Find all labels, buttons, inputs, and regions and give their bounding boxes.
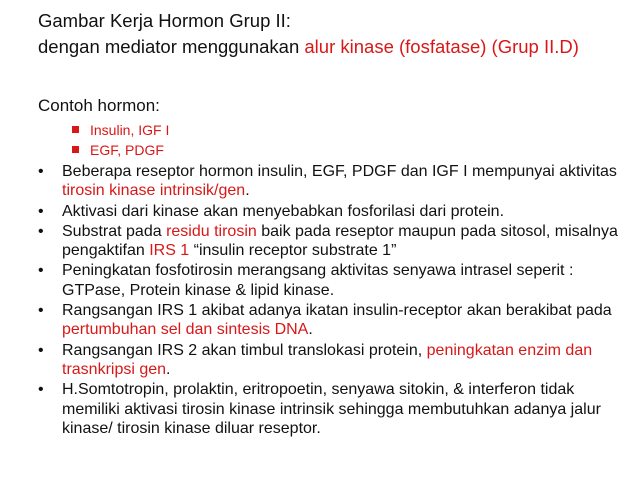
bullet-text: baik pada reseptor maupun pada sitosol, misalnya pengaktifan	[62, 222, 618, 260]
bullet-text: “insulin receptor substrate 1”	[189, 242, 397, 260]
title-highlight: alur kinase (fosfatase) (Grup II.D)	[304, 36, 579, 57]
highlight-text: pertumbuhan sel dan sintesis DNA	[62, 321, 309, 339]
bullet-item	[38, 222, 630, 261]
bullet-text: Peningkatan fosfotirosin merangsang aktivitas senyawa intrasel seperit : GTPase, Protein kinase & lipid kinase.	[62, 262, 574, 299]
bullet-dot-icon: •	[38, 302, 44, 320]
sub-list-text: EGF, PDGF	[90, 142, 164, 158]
bullet-item	[38, 202, 630, 221]
bullet-item	[38, 261, 630, 300]
sub-list-item	[38, 140, 630, 160]
bullet-text: Aktivasi dari kinase akan menyebabkan fosforilasi dari protein.	[62, 202, 505, 220]
slide-title	[38, 8, 608, 60]
bullet-text: .	[308, 321, 313, 339]
bullet-item	[38, 301, 630, 340]
bullet-text: H.Somtotropin, prolaktin, eritropoetin, senyawa sitokin, & interferon tidak memiliki aktivasi tirosin kinase intrinsik sehingga membutuhkan adanya jalur kinase/ tirosin kinase diluar reseptor.	[62, 381, 601, 437]
sub-list-text: Insulin, IGF I	[90, 122, 170, 138]
bullet-item	[38, 380, 630, 438]
bullet-text: .	[166, 360, 171, 378]
bullet-dot-icon: •	[38, 381, 44, 399]
bullet-dot-icon: •	[38, 262, 44, 280]
square-bullet-icon	[72, 146, 79, 153]
highlight-text: residu tirosin	[166, 222, 257, 240]
bullet-text: Rangsangan IRS 1 akibat adanya ikatan insulin-receptor akan berakibat pada	[62, 302, 612, 320]
highlight-text: tirosin kinase intrinsik/gen	[62, 182, 246, 200]
title-line-1: Gambar Kerja Hormon Grup II:	[38, 10, 291, 31]
bullet-item	[38, 162, 630, 201]
bullet-text: .	[245, 182, 250, 200]
highlight-text: peningkatan enzim dan trasnkripsi gen	[62, 341, 593, 378]
sub-list-item	[38, 120, 630, 140]
bullet-dot-icon: •	[38, 202, 44, 220]
hormone-example-list	[38, 120, 630, 160]
slide-body	[38, 96, 630, 439]
highlight-text: IRS 1	[149, 242, 190, 260]
bullet-dot-icon: •	[38, 341, 44, 359]
intro-text: Contoh hormon:	[38, 96, 160, 115]
title-line-2: dengan mediator menggunakan	[38, 36, 305, 57]
bullet-list	[38, 162, 630, 438]
bullet-text: Substrat pada	[62, 222, 167, 240]
bullet-text: Rangsangan IRS 2 akan timbul translokasi protein,	[62, 341, 427, 359]
square-bullet-icon	[72, 126, 79, 133]
bullet-item	[38, 341, 630, 380]
bullet-dot-icon: •	[38, 222, 44, 240]
bullet-text: Beberapa reseptor hormon insulin, EGF, PDGF dan IGF I mempunyai aktivitas	[62, 163, 617, 180]
bullet-dot-icon: •	[38, 163, 44, 180]
